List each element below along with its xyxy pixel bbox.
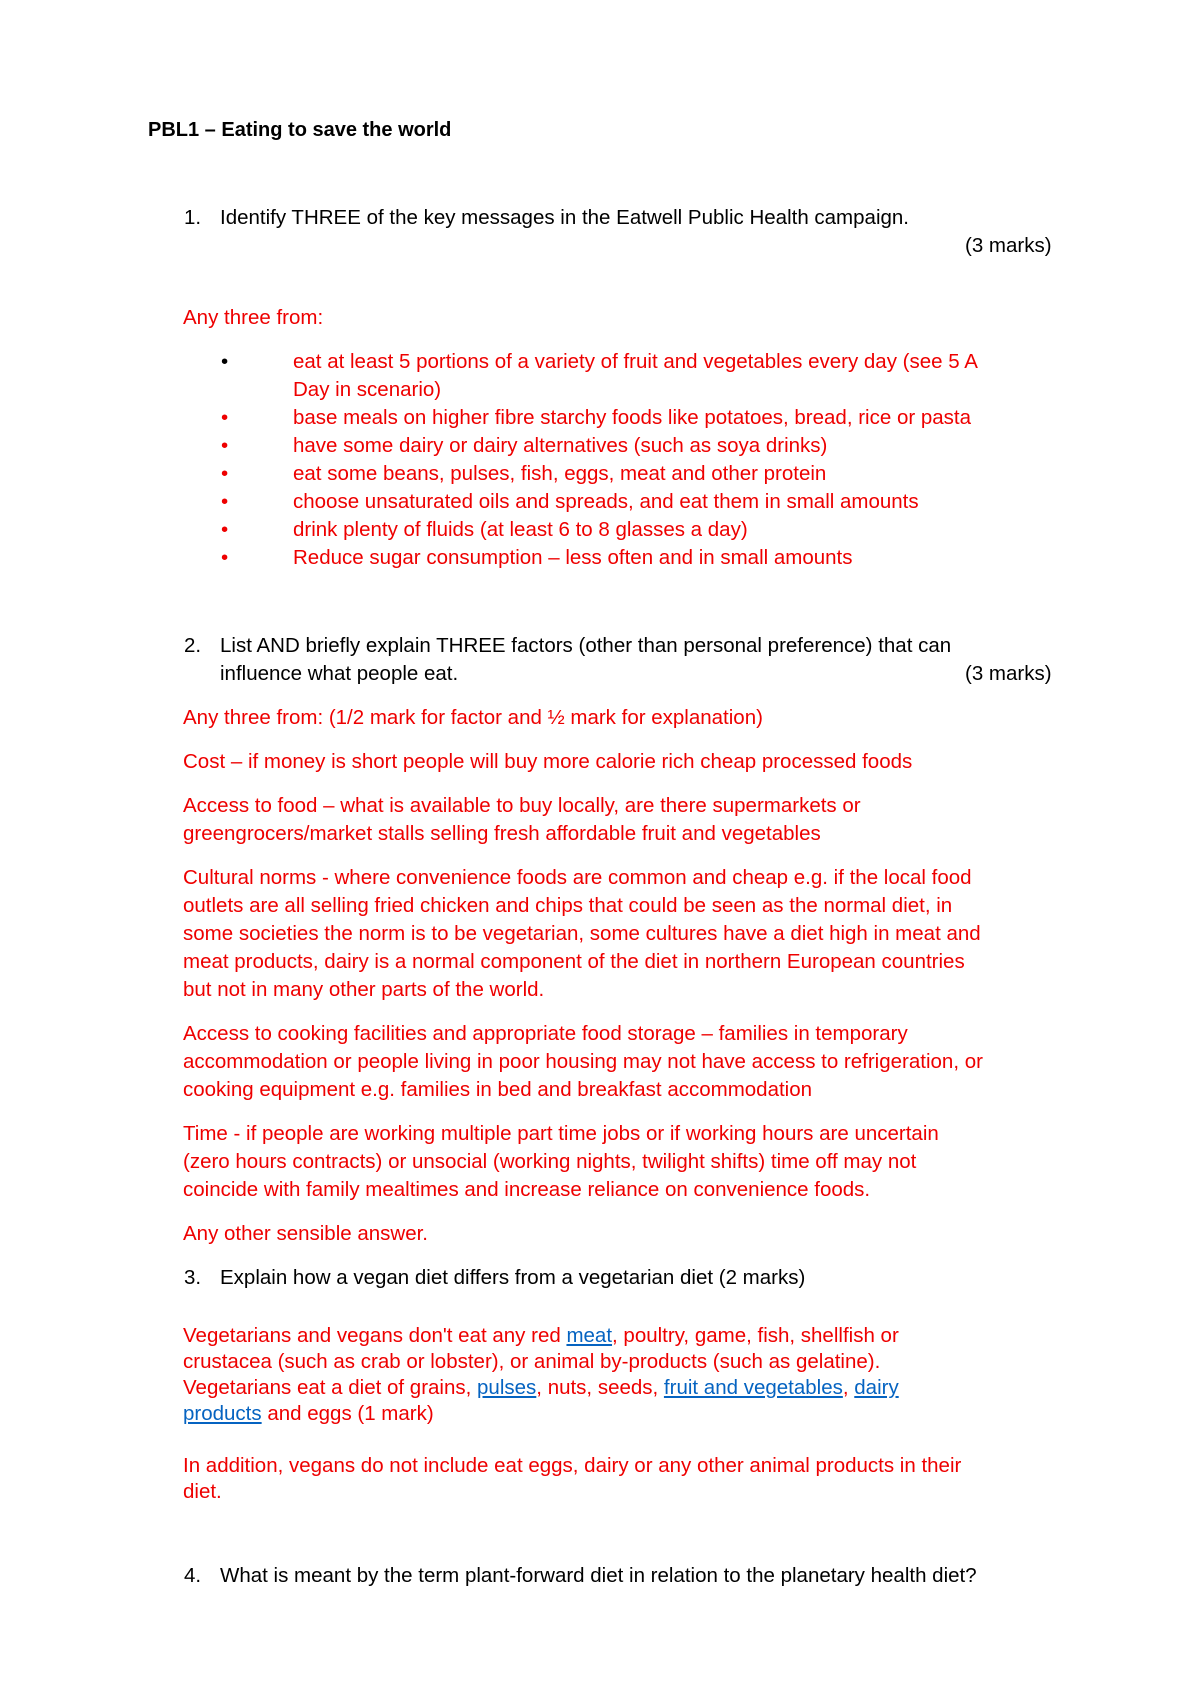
q1-marks: (3 marks) (965, 234, 1052, 257)
q1-answer-intro: Any three from: (183, 306, 324, 329)
q2-answer-access-food-continued: greengrocers/market stalls selling fresh affordable fruit and vegetables (183, 822, 821, 845)
document-title: PBL1 – Eating to save the world (148, 119, 452, 141)
pulses-link[interactable]: pulses (477, 1376, 537, 1399)
q3-answer-addition: In addition, vegans do not include eat eggs, dairy or any other animal products in their (183, 1454, 962, 1477)
q1-bullet-item: Reduce sugar consumption – less often and in small amounts (293, 546, 853, 569)
q3-text-segment: , poultry, game, fish, shellfish or (612, 1324, 899, 1347)
q3-text-segment: , (842, 1376, 855, 1399)
meat-link[interactable]: meat (566, 1324, 613, 1347)
q3-number: 3. (184, 1266, 202, 1289)
q2-answer-time: Time - if people are working multiple part time jobs or if working hours are uncertain (183, 1122, 939, 1145)
q1-bullet-item: have some dairy or dairy alternatives (such as soya drinks) (293, 434, 828, 457)
q4-text: What is meant by the term plant-forward diet in relation to the planetary health diet? (220, 1564, 977, 1587)
q3-text-segment: , nuts, seeds, (536, 1376, 664, 1399)
q1-bullet-item: choose unsaturated oils and spreads, and eat them in small amounts (293, 490, 919, 513)
q2-answer-time-continued: (zero hours contracts) or unsocial (working nights, twilight shifts) time off may not (183, 1150, 917, 1173)
bullet-marker: • (221, 462, 229, 485)
bullet-marker: • (221, 434, 229, 457)
q4-number: 4. (184, 1564, 202, 1587)
q2-answer-access-food: Access to food – what is available to buy locally, are there supermarkets or (183, 794, 861, 817)
q2-number: 2. (184, 634, 202, 657)
q2-answer-time-continued: coincide with family mealtimes and increase reliance on convenience foods. (183, 1178, 871, 1201)
dairy-products-link-continued[interactable]: products (183, 1402, 262, 1425)
q2-text-line1: List AND briefly explain THREE factors (other than personal preference) that can (220, 634, 952, 657)
q1-number: 1. (184, 206, 202, 229)
bullet-marker: • (221, 490, 229, 513)
q2-answer-cooking: Access to cooking facilities and appropriate food storage – families in temporary (183, 1022, 908, 1045)
q1-bullet-item-continued: Day in scenario) (293, 378, 442, 401)
dairy-products-link[interactable]: dairy (854, 1376, 899, 1399)
q3-text-segment: Vegetarians and vegans don't eat any red (183, 1324, 567, 1347)
q3-answer-line (183, 1404, 434, 1425)
q2-marks: (3 marks) (965, 662, 1052, 685)
fruit-and-vegetables-link[interactable]: fruit and vegetables (663, 1376, 843, 1399)
q3-answer-line: crustacea (such as crab or lobster), or animal by-products (such as gelatine). (183, 1350, 881, 1373)
q2-answer-intro: Any three from: (1/2 mark for factor and ½ mark for explanation) (183, 706, 763, 729)
q2-answer-cultural-continued: but not in many other parts of the world. (183, 978, 545, 1001)
q2-text-line2: influence what people eat. (220, 662, 459, 685)
q1-text: Identify THREE of the key messages in the Eatwell Public Health campaign. (220, 206, 909, 229)
q1-bullet-item: eat some beans, pulses, fish, eggs, meat and other protein (293, 462, 827, 485)
q1-bullet-item: eat at least 5 portions of a variety of fruit and vegetables every day (see 5 A (293, 350, 978, 373)
q3-answer-addition-continued: diet. (183, 1480, 222, 1503)
q1-bullet-item: drink plenty of fluids (at least 6 to 8 glasses a day) (293, 518, 748, 541)
q3-text-segment: Vegetarians eat a diet of grains, (183, 1376, 478, 1399)
q2-answer-cultural-continued: some societies the norm is to be vegetarian, some cultures have a diet high in meat and (183, 922, 981, 945)
bullet-marker: • (221, 406, 229, 429)
q1-bullet-item: base meals on higher fibre starchy foods like potatoes, bread, rice or pasta (293, 406, 972, 429)
bullet-marker: • (221, 518, 229, 541)
q3-answer-line (183, 1326, 899, 1347)
bullet-marker: • (221, 350, 229, 373)
q3-text: Explain how a vegan diet differs from a vegetarian diet (2 marks) (220, 1266, 806, 1289)
q2-answer-cost: Cost – if money is short people will buy more calorie rich cheap processed foods (183, 750, 913, 773)
q3-answer-line (183, 1378, 899, 1399)
q3-text-segment: and eggs (1 mark) (261, 1402, 434, 1425)
q2-answer-cultural: Cultural norms - where convenience foods are common and cheap e.g. if the local food (183, 866, 972, 889)
q2-answer-cooking-continued: accommodation or people living in poor housing may not have access to refrigeration, or (183, 1050, 983, 1073)
q2-answer-cultural-continued: meat products, dairy is a normal component of the diet in northern European countries (183, 950, 965, 973)
bullet-marker: • (221, 546, 229, 569)
q2-answer-other: Any other sensible answer. (183, 1222, 428, 1245)
q2-answer-cooking-continued: cooking equipment e.g. families in bed and breakfast accommodation (183, 1078, 813, 1101)
q2-answer-cultural-continued: outlets are all selling fried chicken and chips that could be seen as the normal diet, in (183, 894, 953, 917)
